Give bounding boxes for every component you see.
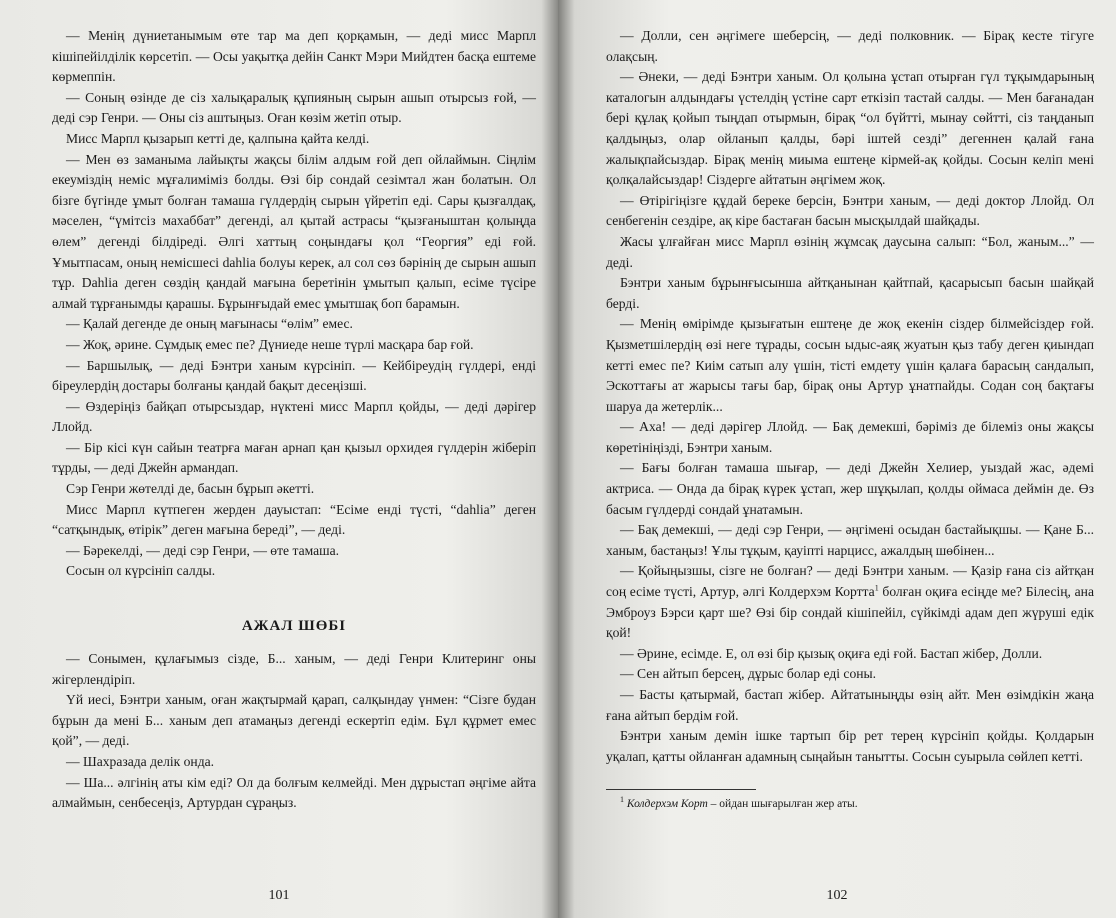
paragraph: — Бір кісі күн сайын театрға маған арнап қан қызыл орхидея гүлдерін жіберіп тұрды, — деді Джейн армандап. — [52, 439, 536, 476]
paragraph: — Сонымен, құлағымыз сізде, Б... ханым, — деді Генри Клитеринг оны жігерлендіріп. — [52, 651, 536, 687]
paragraph: — Өздеріңіз байқап отырсыздар, нүктені мисс Марпл қойды, — деді дәрігер Ллойд. — [52, 398, 536, 435]
paragraph: Мисс Марпл күтпеген жерден дауыстап: “Есіме енді түсті, “dahlia” деген “сатқындық, өтірік” деген мағына береді”, — деді. — [52, 501, 536, 538]
footnote — [606, 796, 1094, 812]
paragraph: — Бағы болған тамаша шығар, — деді Джейн Хелиер, уыздай жас, әдемі актриса. — Онда да бірақ күрек ұстап, жер шұқылап, қолды оймаса деймін де. Өз басым гүлдерді сондай ұнатамын. — [606, 460, 1094, 517]
footnote-divider — [606, 789, 756, 790]
paragraph: — Жоқ, әрине. Сұмдық емес пе? Дүниеде неше түрлі масқара бар ғой. — [66, 336, 474, 352]
paragraph: — Өтірігіңізге құдай береке берсін, Бэнтри ханым, — деді доктор Ллойд. Ол сенбегенін сездіре, ақ кіре бастаған басын мысқылдай шайқады. — [606, 192, 1094, 229]
right-page-text — [606, 26, 1094, 812]
paragraph-text: — Қойыңызшы, сізге не болған? — деді Бэнтри ханым. — Қазір ғана сіз айтқан соң есіме түсті, Артур, әлгі Колдерхэм Кортта — [606, 563, 1094, 600]
paragraph: Сэр Генри жөтелді де, басын бұрып әкетті. — [66, 481, 315, 497]
footnote-marker: 1 — [620, 795, 624, 805]
paragraph: Бэнтри ханым демін ішке тартып бір рет терең күрсініп қойды. Қолдарын уқалап, қатты ойланған адамның сыңайын танытты. Сосын суырыла сөйлеп кетті. — [606, 728, 1094, 764]
paragraph: Жасы ұлғайған мисс Марпл өзінің жұмсақ даусына салып: “Бол, жаным...” — деді. — [606, 233, 1094, 270]
paragraph: — Аха! — деді дәрігер Ллойд. — Бақ демекші, бәріміз де білеміз оны жақсы көретініңізді, Бэнтри ханым. — [606, 419, 1094, 455]
left-page-text — [52, 26, 536, 814]
paragraph: Мисс Марпл қызарып кетті де, қалпына қайта келді. — [66, 130, 370, 146]
paragraph: — Соның өзінде де сіз халықаралық құпияның сырын ашып отырсыз ғой, — деді сэр Генри. — Оны сіз аштыңыз. Оған көзім жетіп отыр. — [52, 89, 536, 126]
paragraph: — Бақ демекші, — деді сэр Генри, — әңгімені осыдан бастайықшы. — Қане Б... ханым, бастаңыз! Ұлы тұқым, қауіпті нарцисс, ажалдың шөбінен... — [606, 522, 1094, 558]
paragraph: — Баршылық, — деді Бэнтри ханым күрсініп. — Кейбіреудің гүлдері, енді біреулердің достары болғаны қандай бақыт десеңізші. — [52, 357, 536, 394]
paragraph: — Сен айтып берсең, дұрыс болар еді соны. — [620, 666, 877, 682]
paragraph: — Әрине, есімде. Е, ол өзі бір қызық оқиға еді ғой. Бастап жібер, Долли. — [620, 645, 1043, 661]
paragraph: — Шахразада делік онда. — [66, 754, 215, 769]
page-number: 101 — [268, 888, 290, 903]
footnote-marker: 1 — [874, 583, 879, 593]
paragraph: — Бәрекелді, — деді сэр Генри, — өте тамаша. — [66, 542, 340, 558]
paragraph: — Мен өз заманыма лайықты жақсы білім алдым ғой деп ойлаймын. Сіңлім екеуміздің неміс мұғалиміміз болды. Өзі бір сондай сезімтал жан болатын. Ол бізге бүгінде ұмыт болған тамаша гүлдердің сырын үйретіп еді. Сары қызғалдақ, мәселен, “үмітсіз махаббат” дегенді, ал қытай астрасы “қызғаныштан қолыңда өлем” дегенді білдіреді. Әлгі хаттың соңындағы қол “Георгия” еді ғой. Ұмытпасам, оның немісшесі dahlia болуы керек, ал сол сөз бәрінің де сырын ашып тұр. Dahlia деген сөздің қандай мағына беретінін ұмытып қалып, есіме түсіре алмай тұрғанымды қарашы. Бұрынғыдай емес ұмытшақ боп барамын. — [52, 151, 536, 311]
paragraph: Үй иесі, Бэнтри ханым, оған жақтырмай қарап, салқындау үнмен: “Сізге будан бұрын да мені Б... ханым деп атамаңыз дегенді ескертіп едім. Бұл құрмет емес қой”, — деді. — [52, 692, 536, 749]
paragraph: — Әнеки, — деді Бэнтри ханым. Ол қолына ұстап отырған гүл тұқымдарының каталогын алдындағы үстелдің үстіне сарт еткізіп тастай салды. — Мен бағанадан бері құлақ қойып тыңдап отырмын, бірақ “ол бүйтті, мынау сөйтті, сіз таңданып қалдыңыз, олар ойланып қалды, бәрі іштей сезді” дегеннен қалай ғана жалықпайсыздар. Бірақ менің миыма ештеңе кірмей-ақ қойды. Сосын келіп мені қолқалайсыздар! Сіздерге айтатын әңгімем жоқ. — [606, 69, 1094, 188]
paragraph: — Қалай дегенде де оның мағынасы “өлім” емес. — [66, 316, 353, 332]
right-page — [558, 0, 1116, 918]
paragraph-with-footnote — [606, 561, 1094, 643]
footnote-term: Колдерхэм Корт — [626, 798, 708, 811]
paragraph: Сосын ол күрсініп салды. — [66, 563, 216, 579]
paragraph: Бэнтри ханым бұрынғысынша айтқанынан қайтпай, қасарысып басын шайқай берді. — [606, 275, 1094, 311]
paragraph-text: болған оқиға есіңде ме? Білесің, ана Эмброуз Бэрси қарт ше? Өзі бір сондай кішіпейіл, сүйкімді адам деп жүруші едік қой! — [606, 584, 1094, 641]
paragraph: — Долли, сен әңгімеге шеберсің, — деді полковник. — Бірақ кесте тігуге олақсың. — [606, 28, 1094, 64]
chapter-title: АЖАЛ ШӨБІ — [241, 618, 347, 635]
paragraph: — Басты қатырмай, бастап жібер. Айтатыныңды өзің айт. Мен өзімдікін жаңа ғана айтып бердім ғой. — [606, 687, 1094, 723]
page-number: 102 — [826, 888, 848, 903]
footnote-text: – ойдан шығарылған жер аты. — [707, 798, 858, 811]
paragraph: — Менің дүниетанымым өте тар ма деп қорқамын, — деді мисс Марпл кішіпейілділік көрсетіп. — Осы уақытқа дейін Санкт Мэри Мийдтен басқа ештеме көрмеппін. — [52, 28, 536, 85]
paragraph: — Менің өмірімде қызығатын ештеңе де жоқ екенін сіздер білмейсіздер ғой. Қызметшілердің өзі неге тұрады, сосын ыдыс-аяқ жуатын қыз табу деген қиындап кетті емес пе? Киім сатып алу үшін, тісті емдету үшін қалаға барасың сандалып, Эскоттағы ат жарысы тағы бар, бірақ оны Артур ұнатпайды. Содан соң бақтағы шаруа да жетерлік... — [606, 316, 1094, 414]
paragraph: — Ша... әлгінің аты кім еді? Ол да болғым келмейді. Мен дұрыстап әңгіме айта алмаймын, сенбесеңіз, Артурдан сұраңыз. — [52, 774, 536, 811]
